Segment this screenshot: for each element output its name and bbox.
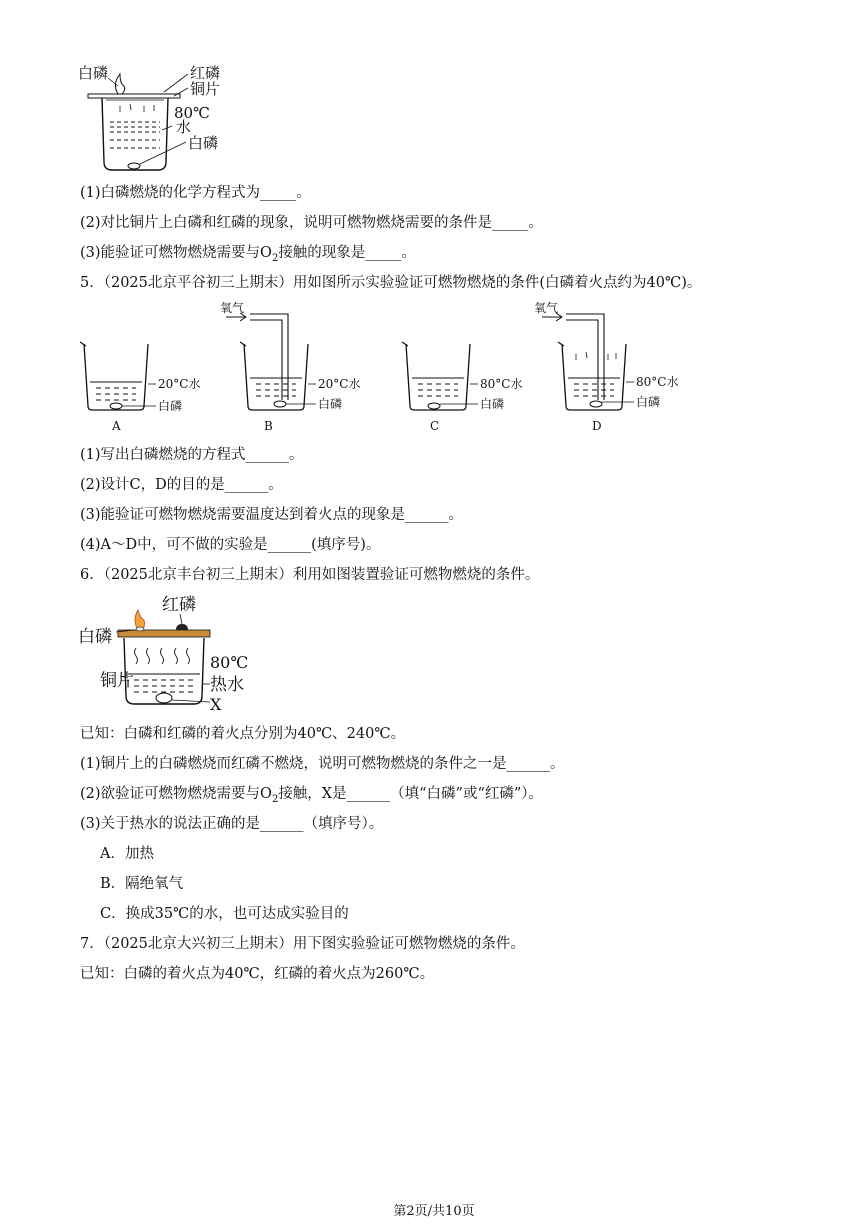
beaker-a-label: A <box>112 419 121 433</box>
beaker-d <box>534 300 678 433</box>
q6-sub2-pre: (2)欲验证可燃物燃烧需要与 <box>80 786 261 802</box>
q6-stem: 6．（2025北京丰台初三上期末）利用如图装置验证可燃物燃烧的条件。 <box>80 567 540 583</box>
label-white-phosphorus: 白磷 <box>78 627 112 647</box>
label-red-phosphorus: 红磷 <box>162 595 196 615</box>
q6-option-b: B．隔绝氧气 <box>100 876 184 892</box>
label-red-phosphorus: 红磷 <box>190 64 221 82</box>
white-phosphorus-bottom <box>128 163 140 169</box>
q5-beakers-figure <box>76 298 716 438</box>
q6-sub2-o: O <box>260 786 272 802</box>
beaker-b-oxygen-label: 氧气 <box>220 301 245 315</box>
label-temp: 80℃ <box>210 653 249 672</box>
beaker-d-phosphorus-label: 白磷 <box>636 395 661 409</box>
flame-icon <box>115 74 124 94</box>
q4-sub3-pre: (3)能验证可燃物燃烧需要与 <box>80 245 261 261</box>
q6-sub2-post: 接触，X是______（填“白磷”或“红磷”）。 <box>278 786 544 802</box>
q4-sub1: (1)白磷燃烧的化学方程式为_____。 <box>80 185 311 201</box>
q7-known: 已知：白磷的着火点为40℃，红磷的着火点为260℃。 <box>80 966 435 982</box>
beaker <box>102 98 168 170</box>
q4-sub3-post: 接触的现象是_____。 <box>278 245 417 261</box>
beaker-a-phosphorus-label: 白磷 <box>158 399 183 413</box>
q6-sub3: (3)关于热水的说法正确的是______（填序号）。 <box>80 816 384 832</box>
x-sample <box>156 693 172 703</box>
q4-sub3-sub: 2 <box>271 252 279 264</box>
label-white-phosphorus: 白磷 <box>78 64 109 82</box>
copper-plate <box>118 630 210 637</box>
label-x: X <box>210 695 222 714</box>
beaker-c <box>402 342 522 433</box>
beaker-b <box>220 300 360 433</box>
q6-sub1: (1)铜片上的白磷燃烧而红磷不燃烧，说明可燃物燃烧的条件之一是______。 <box>80 756 565 772</box>
top-apparatus-figure <box>76 66 256 176</box>
beaker-d-water-label: 80°C水 <box>636 375 679 389</box>
beaker-a-water-label: 20°C水 <box>158 377 201 391</box>
q6-sub2-sub: 2 <box>271 793 279 805</box>
page-footer: 第2页/共10页 <box>393 1204 475 1219</box>
q6-sub2 <box>80 785 543 809</box>
beaker-b-phosphorus-label: 白磷 <box>318 397 343 411</box>
beaker-a <box>80 342 200 433</box>
q7-stem: 7．（2025北京大兴初三上期末）用下图实验验证可燃物燃烧的条件。 <box>80 936 525 952</box>
beaker-d-label: D <box>592 419 602 433</box>
label-temp: 80℃ <box>174 104 210 122</box>
label-copper: 铜片 <box>100 671 134 691</box>
q6-option-a: A．加热 <box>100 846 154 862</box>
q5-stem: 5．（2025北京平谷初三上期末）用如图所示实验验证可燃物燃烧的条件(白磷着火点约为40℃)。 <box>80 275 702 291</box>
beaker-c-phosphorus-label: 白磷 <box>480 397 505 411</box>
label-hot-water: 热水 <box>210 675 244 695</box>
label-white-phosphorus-bottom: 白磷 <box>188 134 219 152</box>
beaker-c-water-label: 80°C水 <box>480 377 523 391</box>
label-water: 水 <box>176 118 192 136</box>
beaker-d-oxygen-label: 氧气 <box>534 301 559 315</box>
water-lines <box>110 122 160 148</box>
copper-plate <box>88 94 180 98</box>
q5-sub4: (4)A～D中，可不做的实验是______(填序号)。 <box>80 537 381 553</box>
q6-apparatus-figure <box>76 592 276 716</box>
beaker-b-water-label: 20°C水 <box>318 377 361 391</box>
q4-sub2: (2)对比铜片上白磷和红磷的现象，说明可燃物燃烧需要的条件是_____。 <box>80 215 543 231</box>
q5-sub3: (3)能验证可燃物燃烧需要温度达到着火点的现象是______。 <box>80 507 464 523</box>
label-copper: 铜片 <box>190 80 221 98</box>
beaker-b-label: B <box>264 419 273 433</box>
q6-known: 已知：白磷和红磷的着火点分别为40℃、240℃。 <box>80 726 406 742</box>
q4-sub3-o: O <box>260 245 272 261</box>
q5-sub2: (2)设计C，D的目的是______。 <box>80 477 283 493</box>
q4-sub3 <box>80 244 416 268</box>
red-phosphorus <box>176 624 188 630</box>
q5-sub1: (1)写出白磷燃烧的方程式______。 <box>80 447 304 463</box>
beaker-c-label: C <box>430 419 440 433</box>
q6-option-c: C．换成35℃的水，也可达成实验目的 <box>100 906 349 922</box>
